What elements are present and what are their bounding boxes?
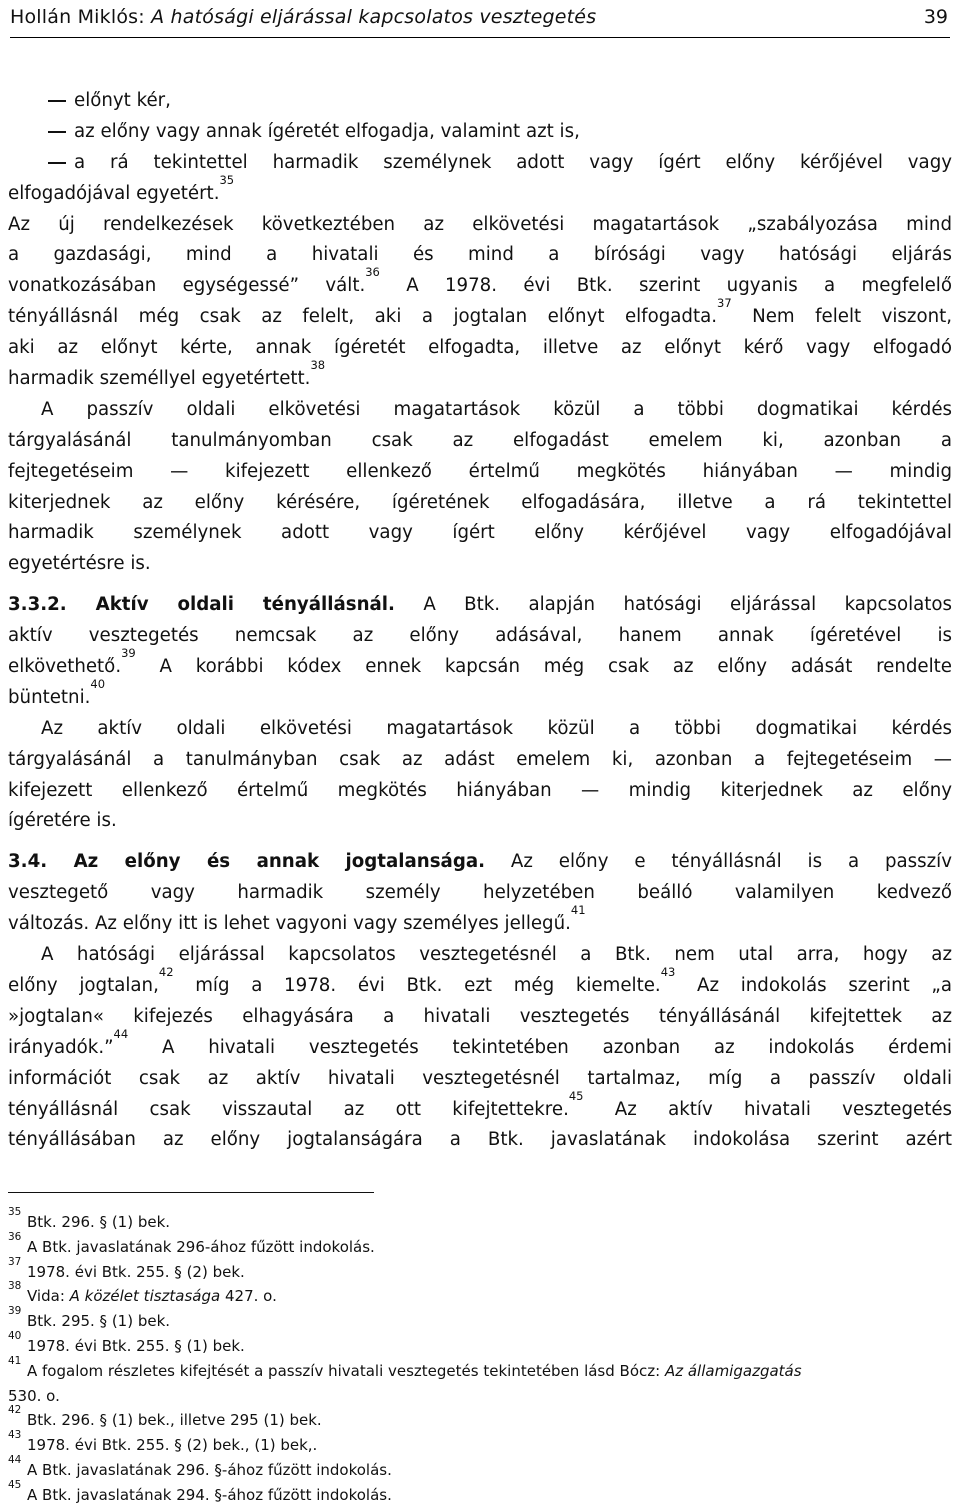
footnote-text: 1978. évi Btk. 255. § (2) bek., (1) bek,. xyxy=(27,1436,318,1455)
footnote-ref[interactable]: 41 xyxy=(570,903,586,918)
footnote-ref[interactable]: 45 xyxy=(568,1088,584,1103)
footnote-number: 37 xyxy=(8,1255,22,1268)
footnote-text: A Btk. javaslatának 296. §-ához fűzött indokolás. xyxy=(27,1460,392,1479)
text-line: tárgyalásánál tanulmányomban csak az elfogadást emelem ki, azonban a xyxy=(8,429,952,451)
footnote-ref[interactable]: 35 xyxy=(219,172,235,187)
text-line: információt csak az aktív hivatali vesztegetésnél tartalmaz, míg a passzív oldali xyxy=(8,1067,952,1089)
line-text: A 1978. évi Btk. szerint ugyanis a megfelelő xyxy=(379,275,952,297)
text-line xyxy=(8,395,952,426)
dash-item-2 xyxy=(8,117,952,148)
text-line xyxy=(8,296,953,333)
footnote-text: Vida: xyxy=(27,1287,70,1306)
footnote-number: 43 xyxy=(8,1429,22,1442)
footnote xyxy=(8,1206,958,1235)
text-line: a gazdasági, mind a hivatali és mind a bírósági vagy hatósági eljárás xyxy=(8,244,952,266)
text-line: tényállásában az előny jogtalanságára a Btk. javaslatának indokolása szerint azért xyxy=(8,1129,952,1151)
footnote-ref[interactable]: 44 xyxy=(113,1026,129,1041)
footnote-separator xyxy=(8,1192,374,1193)
footnote xyxy=(8,1329,958,1359)
footnote xyxy=(8,1354,958,1384)
header-rule xyxy=(10,37,950,38)
line-text: irányadók.” xyxy=(8,1036,114,1058)
dash-bullet xyxy=(48,100,66,102)
text-line xyxy=(8,1088,953,1126)
text-line xyxy=(8,903,952,940)
text-line: Az új rendelkezések következtében az elkövetési magatartások „szabályozása mind xyxy=(8,213,952,235)
footnote xyxy=(8,1280,958,1309)
line-text: harmadik személlyel egyetértett. xyxy=(8,368,311,390)
footnote-text: 1978. évi Btk. 255. § (2) bek. xyxy=(27,1262,245,1281)
footnote-text: 1978. évi Btk. 255. § (1) bek. xyxy=(27,1336,245,1355)
text-line: vesztegető vagy harmadik személy helyzetében beálló valamilyen kedvező xyxy=(8,882,952,904)
dash-item-text: előnyt kér, xyxy=(74,90,171,111)
footnote-book-title: Az államigazgatás xyxy=(664,1361,802,1380)
header-title: A hatósági eljárással kapcsolatos vesztegetés xyxy=(151,6,597,28)
footnote-number: 38 xyxy=(8,1280,22,1293)
line-text: míg a 1978. évi Btk. ezt még kiemelte. xyxy=(173,974,661,996)
header-author: Hollán Miklós: xyxy=(10,6,152,28)
text-line: »jogtalan« kifejezés elhagyására a hivatali vesztegetés tényállásánál kifejtettek az xyxy=(8,1005,952,1027)
footnote xyxy=(8,1230,958,1260)
footnote-text: 427. o. xyxy=(220,1287,277,1306)
footnote-text: Btk. 296. § (1) bek. xyxy=(27,1213,171,1231)
line-text: A passzív oldali elkövetési magatartások közül a többi dogmatikai kérdés xyxy=(41,398,952,420)
dash-item-1 xyxy=(8,86,952,117)
footnote-number: 45 xyxy=(8,1478,22,1491)
section-heading-line xyxy=(8,590,952,621)
footnote-book-title: A közélet tisztasága xyxy=(69,1287,221,1306)
text-line: kiterjednek az előny kérésére, ígéretének elfogadására, illetve a rá tekintettel xyxy=(8,491,952,513)
footnote xyxy=(8,1429,958,1458)
footnote xyxy=(8,1404,958,1433)
text-line: aktív vesztegetés nemcsak az előny adásával, hanem annak ígéretével is xyxy=(8,625,952,647)
line-text: A Btk. alapján hatósági eljárással kapcsolatos xyxy=(394,594,953,616)
text-line: egyetértésre is. xyxy=(8,553,151,575)
dash-bullet xyxy=(48,162,66,164)
footnote-ref[interactable]: 37 xyxy=(717,296,732,311)
text-line xyxy=(8,265,952,302)
footnote-ref[interactable]: 39 xyxy=(121,646,136,661)
footnote xyxy=(8,1478,958,1508)
text-line xyxy=(8,964,952,1002)
text-line xyxy=(8,940,952,971)
footnote-text: A fogalom részletes kifejtését a passzív hivatali vesztegetés tekintetében lásd Bócz: xyxy=(27,1361,665,1380)
main-text xyxy=(8,86,952,1156)
dash-item-text: az előny vagy annak ígéretét elfogadja, valamint azt is, xyxy=(74,120,580,142)
text-line: fejtegetéseim — kifejezett ellenkező értelmű megkötés hiányában — mindig xyxy=(8,460,952,482)
footnote-number: 41 xyxy=(8,1354,22,1367)
text-line xyxy=(8,646,952,683)
footnote-text: Btk. 295. § (1) bek. xyxy=(27,1312,171,1331)
text-line: tárgyalásánál a tanulmányban csak az adást emelem ki, azonban a fejtegetéseim — xyxy=(8,748,952,770)
line-text: elkövethető. xyxy=(8,656,122,678)
line-text: A korábbi kódex ennek kapcsán még csak az előny adását rendelte xyxy=(135,656,952,678)
line-text: A hatósági eljárással kapcsolatos vesztegetésnél a Btk. nem utal arra, hogy az xyxy=(41,944,952,966)
line-text: Az aktív oldali elkövetési magatartások közül a többi dogmatikai kérdés xyxy=(41,717,952,739)
dash-item-text: a rá tekintettel harmadik személynek adott vagy ígért előny kérőjével vagy xyxy=(74,151,952,173)
line-text: vonatkozásában egységessé” vált. xyxy=(8,275,366,297)
line-text: Nem felelt viszont, xyxy=(731,306,953,328)
dash-item-3 xyxy=(8,148,952,179)
footnote-number: 36 xyxy=(8,1230,22,1243)
section-heading-line xyxy=(8,847,952,878)
line-text: előny jogtalan, xyxy=(8,974,159,996)
text-line: aki az előnyt kérte, annak ígéretét elfogadta, illetve az előnyt kérő vagy elfogadó xyxy=(8,337,952,359)
footnotes xyxy=(8,1206,958,1508)
text-line xyxy=(8,358,952,395)
text-line xyxy=(8,676,952,714)
line-text: változás. Az előny itt is lehet vagyoni vagy személyes jellegű. xyxy=(8,913,571,935)
text-line: harmadik személynek adott vagy ígért előny kérőjével vagy elfogadójával xyxy=(8,522,952,544)
footnote-ref[interactable]: 38 xyxy=(310,358,326,373)
footnote-text: A Btk. javaslatának 296-ához fűzött indokolás. xyxy=(27,1237,375,1256)
footnote-number: 35 xyxy=(8,1206,22,1218)
footnote-number: 39 xyxy=(8,1305,22,1318)
page-number: 39 xyxy=(923,6,948,28)
footnote xyxy=(8,1255,958,1285)
footnote-number: 42 xyxy=(8,1404,22,1417)
dash-bullet xyxy=(48,131,66,133)
text-line: kifejezett ellenkező értelmű megkötés hiányában — mindig kiterjednek az előny xyxy=(8,779,952,801)
running-title xyxy=(10,6,596,28)
section-heading: 3.3.2. Aktív oldali tényállásnál. xyxy=(8,594,395,616)
line-text: tényállásnál csak visszautal az ott kifejtettekre. xyxy=(8,1098,569,1120)
page-header xyxy=(10,0,950,40)
footnote-number: 44 xyxy=(8,1453,22,1466)
footnote-ref[interactable]: 43 xyxy=(660,964,676,979)
text-line: ígéretére is. xyxy=(8,810,117,832)
footnote-continuation: 530. o. xyxy=(8,1386,60,1405)
footnote xyxy=(8,1305,958,1334)
line-text: elfogadójával egyetért. xyxy=(8,182,220,204)
footnote-text: A Btk. javaslatának 294. §-ához fűzött indokolás. xyxy=(27,1485,392,1504)
text-line xyxy=(8,1026,952,1064)
text-line xyxy=(8,714,952,745)
footnote-number: 40 xyxy=(8,1329,22,1342)
footnote xyxy=(8,1453,958,1483)
footnote-ref[interactable]: 40 xyxy=(90,676,106,691)
line-text: tényállásnál még csak az felelt, aki a jogtalan előnyt elfogadta. xyxy=(8,306,718,328)
line-text: Az előny e tényállásnál is a passzív xyxy=(485,851,952,873)
footnote-text: Btk. 296. § (1) bek., illetve 295 (1) bek. xyxy=(27,1411,322,1430)
line-text: Az aktív hivatali vesztegetés xyxy=(583,1098,953,1120)
line-text: Az indokolás szerint „a xyxy=(675,974,952,996)
section-heading: 3.4. Az előny és annak jogtalansága. xyxy=(8,851,486,873)
footnote-ref[interactable]: 36 xyxy=(365,265,380,280)
footnote-ref[interactable]: 42 xyxy=(158,964,174,979)
text-line xyxy=(8,172,952,210)
line-text: A hivatali vesztegetés tekintetében azonban az indokolás érdemi xyxy=(128,1036,952,1058)
line-text: büntetni. xyxy=(8,686,91,708)
